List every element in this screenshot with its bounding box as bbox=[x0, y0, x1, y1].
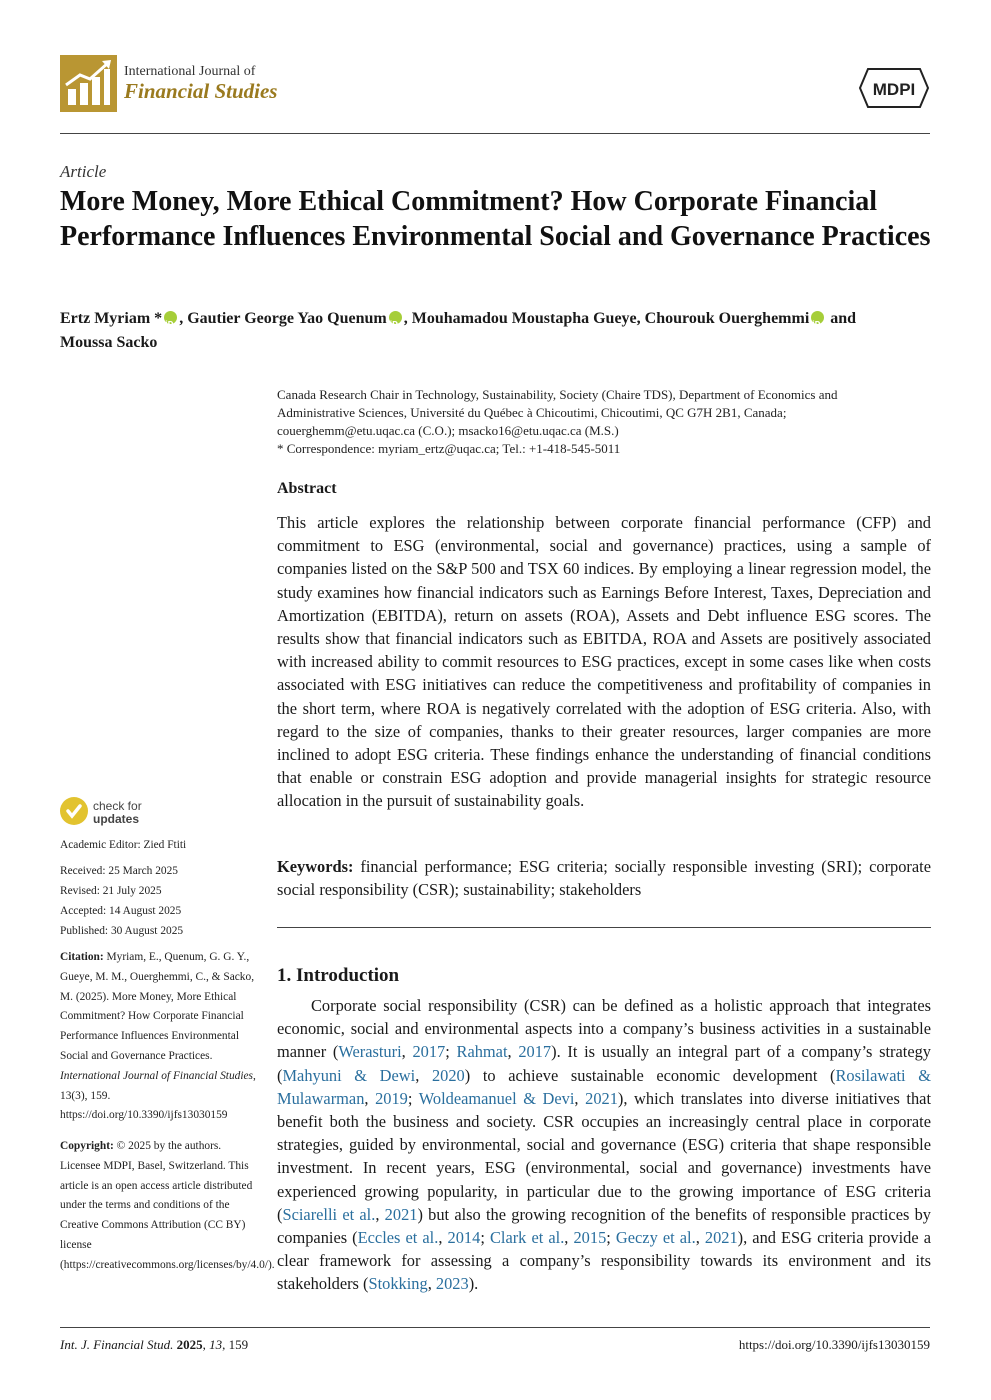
footer-journal: Int. J. Financial Stud. bbox=[60, 1337, 174, 1352]
date-revised: Revised: 21 July 2025 bbox=[60, 885, 162, 897]
citation-link[interactable]: 2021 bbox=[585, 1088, 618, 1108]
citation-link[interactable]: Mahyuni & Dewi bbox=[282, 1065, 416, 1085]
author-3[interactable]: , Mouhamadou Moustapha Gueye, Chourouk Ouerghemmi bbox=[403, 310, 810, 327]
journal-name-small: International Journal of bbox=[124, 64, 256, 79]
svg-text:MDPI: MDPI bbox=[872, 80, 916, 99]
text: ), which translates into diverse initiatives that benefit both the business and society. CSR occupies an increasingly central place in corporate strategies, guided by environmental, social and governance (ESG) criteria that shape responsible investment. In recent years, ESG (environmental, social and governance) investments have experienced growing popularity, in particular due to the growing importance of ESG criteria ( bbox=[277, 1088, 932, 1224]
mdpi-logo bbox=[858, 66, 930, 110]
footer-volume: 13 bbox=[209, 1337, 223, 1352]
section-heading: 1. Introduction bbox=[277, 965, 400, 986]
footer-doi[interactable]: https://doi.org/10.3390/ijfs13030159 bbox=[738, 1337, 930, 1352]
text: , bbox=[507, 1042, 519, 1062]
citation-link[interactable]: 2019 bbox=[375, 1088, 408, 1108]
citation-label: Citation: bbox=[60, 951, 104, 963]
journal-logo bbox=[60, 55, 117, 112]
text: , bbox=[401, 1042, 413, 1062]
check-updates-icon[interactable] bbox=[60, 797, 88, 825]
text: , bbox=[364, 1088, 376, 1108]
citation-block bbox=[60, 948, 256, 1126]
citation-text: Myriam, E., Quenum, G. G. Y., Gueye, M. M., Ouerghemmi, C., & Sacko, M. (2025). More Money, More Ethical Commitment? How Corporate Financial Performance Influences Environmental Social and Governance Practices. bbox=[60, 951, 255, 1062]
abstract-text: This article explores the relationship between corporate financial performance (CFP) and commitment to ESG (environmental, social and governance) practices, using a sample of companies listed on the S&P 500 and TSX 60 indices. By employing a linear regression model, the study examines how financial indicators such as Earnings Before Interest, Taxes, Depreciation and Amortization (EBITDA), return on assets (ROA), Assets and Debt influence ESG scores. The results show that financial indicators such as EBITDA, ROA and Assets are positively associated with increased ability to commit resources to ESG practices, except in some cases like when costs associated with ESG initiatives can reduce the competitiveness and profitability of companies in the short term, where ROA is negatively correlated with the adoption of ESG criteria. Also, with regard to the size of companies, thanks to their greater resources, larger companies are more inclined to adopt ESG criteria. These findings enhance the understanding of financial conditions that enable or constrain ESG adoption and provide managerial insights for strategic resource allocation in the pursuit of sustainability goals. bbox=[277, 513, 931, 811]
author-and: and bbox=[826, 310, 857, 327]
header-divider bbox=[60, 133, 930, 134]
text: ) but also the growing recognition of the benefits of responsible practices by companies ( bbox=[277, 1204, 931, 1248]
text: ) to achieve sustainable economic development ( bbox=[464, 1065, 836, 1085]
text: ), and ESG criteria provide a clear framework for assessing a company’s responsibility towards its environment and its stakeholders ( bbox=[277, 1228, 931, 1294]
author-2[interactable]: , Gautier George Yao Quenum bbox=[179, 310, 387, 327]
footer-sep: , bbox=[202, 1337, 210, 1352]
text: ; bbox=[407, 1088, 419, 1108]
text: , bbox=[375, 1204, 385, 1224]
article-type: Article bbox=[60, 162, 107, 181]
journal-name: Financial Studies bbox=[124, 79, 278, 103]
citation-link[interactable]: Clark et al. bbox=[489, 1228, 565, 1248]
affiliation-line: Administrative Sciences, Université du Québec à Chicoutimi, Chicoutimi, QC G7H 2B1, Canada; bbox=[277, 405, 787, 420]
author-5[interactable]: Moussa Sacko bbox=[60, 334, 158, 351]
text: ; bbox=[480, 1228, 490, 1248]
citation-link[interactable]: Geczy et al. bbox=[615, 1228, 696, 1248]
copyright-block bbox=[60, 1137, 275, 1276]
footer-year: 2025 bbox=[176, 1337, 203, 1352]
correspondence: * Correspondence: myriam_ertz@uqac.ca; Tel.: +1-418-545-5011 bbox=[277, 441, 621, 456]
date-received: Received: 25 March 2025 bbox=[60, 865, 178, 877]
orcid-icon[interactable] bbox=[811, 311, 824, 324]
footer-article-no: , 159 bbox=[222, 1337, 249, 1352]
citation-link[interactable]: Sciarelli et al. bbox=[282, 1204, 376, 1224]
text: Corporate social responsibility (CSR) can be defined as a holistic approach that integrates economic, social and environmental aspects into a company’s business activities in a sustainable manner ( bbox=[277, 996, 931, 1062]
text: , bbox=[695, 1228, 705, 1248]
article-title: More Money, More Ethical Commitment? How Corporate Financial Performance Influences Environmental Social and Governance Practices bbox=[60, 186, 931, 252]
orcid-icon[interactable] bbox=[389, 311, 402, 324]
citation-link[interactable]: Rahmat bbox=[456, 1042, 508, 1062]
intro-paragraph bbox=[277, 994, 931, 1296]
academic-editor: Academic Editor: Zied Ftiti bbox=[60, 839, 187, 851]
citation-link[interactable]: 2014 bbox=[447, 1228, 481, 1248]
author-1[interactable]: Ertz Myriam * bbox=[60, 310, 163, 327]
citation-link[interactable]: 2015 bbox=[573, 1228, 607, 1248]
text: , bbox=[564, 1228, 574, 1248]
chart-growth-icon bbox=[60, 55, 117, 112]
text: ). bbox=[468, 1274, 479, 1294]
affiliation bbox=[277, 386, 937, 458]
text: , bbox=[415, 1065, 432, 1085]
date-published: Published: 30 August 2025 bbox=[60, 925, 184, 937]
citation-link[interactable]: 2023 bbox=[435, 1274, 469, 1294]
affiliation-line: couerghemm@etu.uqac.ca (C.O.); msacko16@etu.uqac.ca (M.S.) bbox=[277, 423, 619, 438]
text: , bbox=[574, 1088, 586, 1108]
keywords-text: financial performance; ESG criteria; socially responsible investing (SRI); corporate social responsibility (CSR); sustainability; stakeholders bbox=[277, 857, 931, 900]
check-updates-label-bold[interactable]: updates bbox=[93, 812, 140, 826]
text: ). It is usually an integral part of a company’s strategy ( bbox=[277, 1042, 931, 1085]
check-updates-label[interactable]: check for bbox=[93, 799, 142, 813]
date-accepted: Accepted: 14 August 2025 bbox=[60, 905, 182, 917]
orcid-icon[interactable] bbox=[164, 311, 177, 324]
citation-journal: International Journal of Financial Studies bbox=[60, 1069, 253, 1082]
citation-link[interactable]: 2017 bbox=[412, 1042, 446, 1062]
citation-link[interactable]: 2020 bbox=[431, 1065, 465, 1085]
copyright-label: Copyright: bbox=[60, 1140, 114, 1152]
text: , bbox=[438, 1228, 448, 1248]
author-list bbox=[60, 307, 940, 355]
keywords-label: Keywords: bbox=[277, 857, 354, 876]
mdpi-hexagon-icon bbox=[858, 66, 930, 110]
citation-link[interactable]: Werasturi bbox=[338, 1042, 402, 1062]
citation-link[interactable]: 2017 bbox=[518, 1042, 552, 1062]
keywords bbox=[277, 855, 931, 901]
citation-link[interactable]: Rosilawati & Mulawarman bbox=[277, 1065, 931, 1108]
text: ; bbox=[606, 1228, 616, 1248]
footer-divider bbox=[60, 1327, 930, 1328]
text: ; bbox=[445, 1042, 457, 1062]
section-divider bbox=[277, 927, 931, 928]
citation-tail[interactable]: , 13(3), 159. https://doi.org/10.3390/ijfs13030159 bbox=[60, 1069, 256, 1122]
citation-link[interactable]: 2021 bbox=[704, 1228, 738, 1248]
footer-citation bbox=[60, 1337, 248, 1353]
copyright-text: © 2025 by the authors. Licensee MDPI, Basel, Switzerland. This article is an open access article distributed under the terms and conditions of the Creative Commons Attribution (CC BY) license (https://creativecommons.org/licenses/by/4.0/). bbox=[60, 1140, 275, 1271]
text: , bbox=[427, 1274, 436, 1294]
affiliation-line: Canada Research Chair in Technology, Sustainability, Society (Chaire TDS), Department of Economics and bbox=[277, 387, 838, 402]
abstract-heading: Abstract bbox=[277, 480, 337, 497]
citation-link[interactable]: 2021 bbox=[384, 1204, 418, 1224]
citation-link[interactable]: Stokking bbox=[368, 1274, 428, 1294]
citation-link[interactable]: Woldeamanuel & Devi bbox=[418, 1088, 575, 1108]
citation-link[interactable]: Eccles et al. bbox=[357, 1228, 439, 1248]
